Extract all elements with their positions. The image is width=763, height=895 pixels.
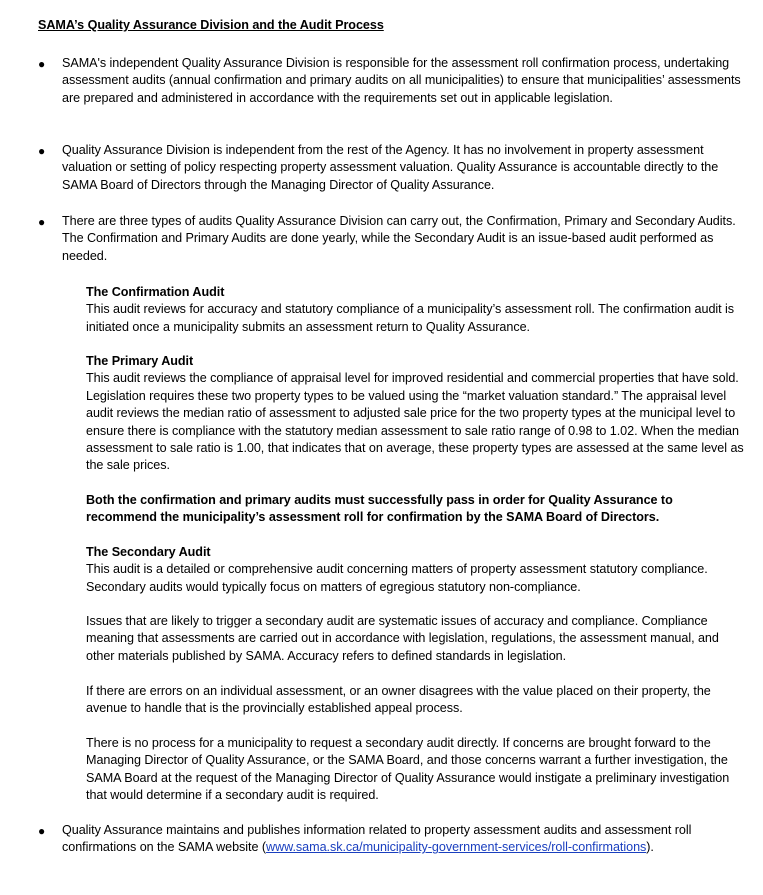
roll-confirmations-link[interactable]: www.sama.sk.ca/municipality-government-services/roll-confirmations: [266, 840, 647, 855]
bullet-paragraph-audit-types: There are three types of audits Quality Assurance Division can carry out, the Confirmation, Primary and Secondary Audits. The Confirmation and Primary Audits are done yearly, while the Secondary Audit is an issue-based audit performed as needed.: [62, 214, 736, 263]
secondary-audit-heading: The Secondary Audit: [86, 545, 211, 559]
page-title: SAMA’s Quality Assurance Division and the Audit Process: [38, 18, 384, 32]
bullet-paragraph-qa-division: SAMA's independent Quality Assurance Division is responsible for the assessment roll confirmation process, undertaking assessment audits (annual confirmation and primary audits on all municipalities) to ensure that municipalities’ assessments are prepared and administered in accordance with the requirements set out in applicable legislation.: [62, 56, 741, 105]
website-text-before: Quality Assurance maintains and publishes information related to property assessment audits and assessment roll confirmations on the SAMA website (: [62, 823, 692, 855]
website-text-after: ).: [646, 840, 654, 855]
primary-audit-heading: The Primary Audit: [86, 354, 194, 368]
secondary-audit-request-paragraph: There is no process for a municipality to request a secondary audit directly. If concerns are brought forward to the Managing Director of Quality Assurance, or the SAMA Board, and those concerns warrant a further investigation, the SAMA Board at the request of the Managing Director of Quality Assurance would instigate a preliminary investigation that would determine if a secondary audit is required.: [86, 736, 730, 803]
bullet-marker: ●: [38, 144, 46, 158]
primary-audit-body: This audit reviews the compliance of appraisal level for improved residential and commercial properties that have sold. Legislation requires these two property types to be valued using the “market valuation standard.” The appraisal level audit reviews the median ratio of assessment to adjusted sale price for the two property types at the municipal level to ensure there is compliance with the statutory median assessment to sale ratio range of 0.98 to 1.02. When the median assessment to sale ratio is 1.00, that indicates that on average, these property types are assessed at the same level as the sale prices.: [86, 371, 744, 473]
primary-audit-section: [86, 353, 746, 475]
audit-pass-note: Both the confirmation and primary audits must successfully pass in order for Quality Assurance to recommend the municipality’s assessment roll for confirmation by the SAMA Board of Directors.: [86, 493, 673, 525]
appeal-process-paragraph: If there are errors on an individual assessment, or an owner disagrees with the value placed on their property, the avenue to handle that is the provincially established appeal process.: [86, 684, 711, 716]
confirmation-audit-section: [86, 284, 746, 336]
confirmation-audit-heading: The Confirmation Audit: [86, 285, 225, 299]
bullet-marker: ●: [38, 824, 46, 838]
secondary-audit-body: This audit is a detailed or comprehensive audit concerning matters of property assessment statutory compliance. Secondary audits would typically focus on matters of egregious statutory non-compliance.: [86, 562, 708, 594]
secondary-audit-section: [86, 544, 746, 596]
confirmation-audit-body: This audit reviews for accuracy and statutory compliance of a municipality’s assessment roll. The confirmation audit is initiated once a municipality submits an assessment return to Quality Assurance.: [86, 302, 735, 334]
bullet-marker: ●: [38, 57, 46, 71]
bullet-paragraph-website: [62, 822, 742, 857]
bullet-paragraph-independence: Quality Assurance Division is independent from the rest of the Agency. It has no involvement in property assessment valuation or setting of policy respecting property assessment valuation. Quality Assurance is accountable directly to the SAMA Board of Directors through the Managing Director of Quality Assurance.: [62, 143, 719, 192]
bullet-marker: ●: [38, 215, 46, 229]
secondary-audit-triggers-paragraph: Issues that are likely to trigger a secondary audit are systematic issues of accuracy and compliance. Compliance meaning that assessments are carried out in accordance with legislation, regulations, the assessment manual, and other materials published by SAMA. Accuracy refers to defined standards in legislation.: [86, 614, 719, 663]
